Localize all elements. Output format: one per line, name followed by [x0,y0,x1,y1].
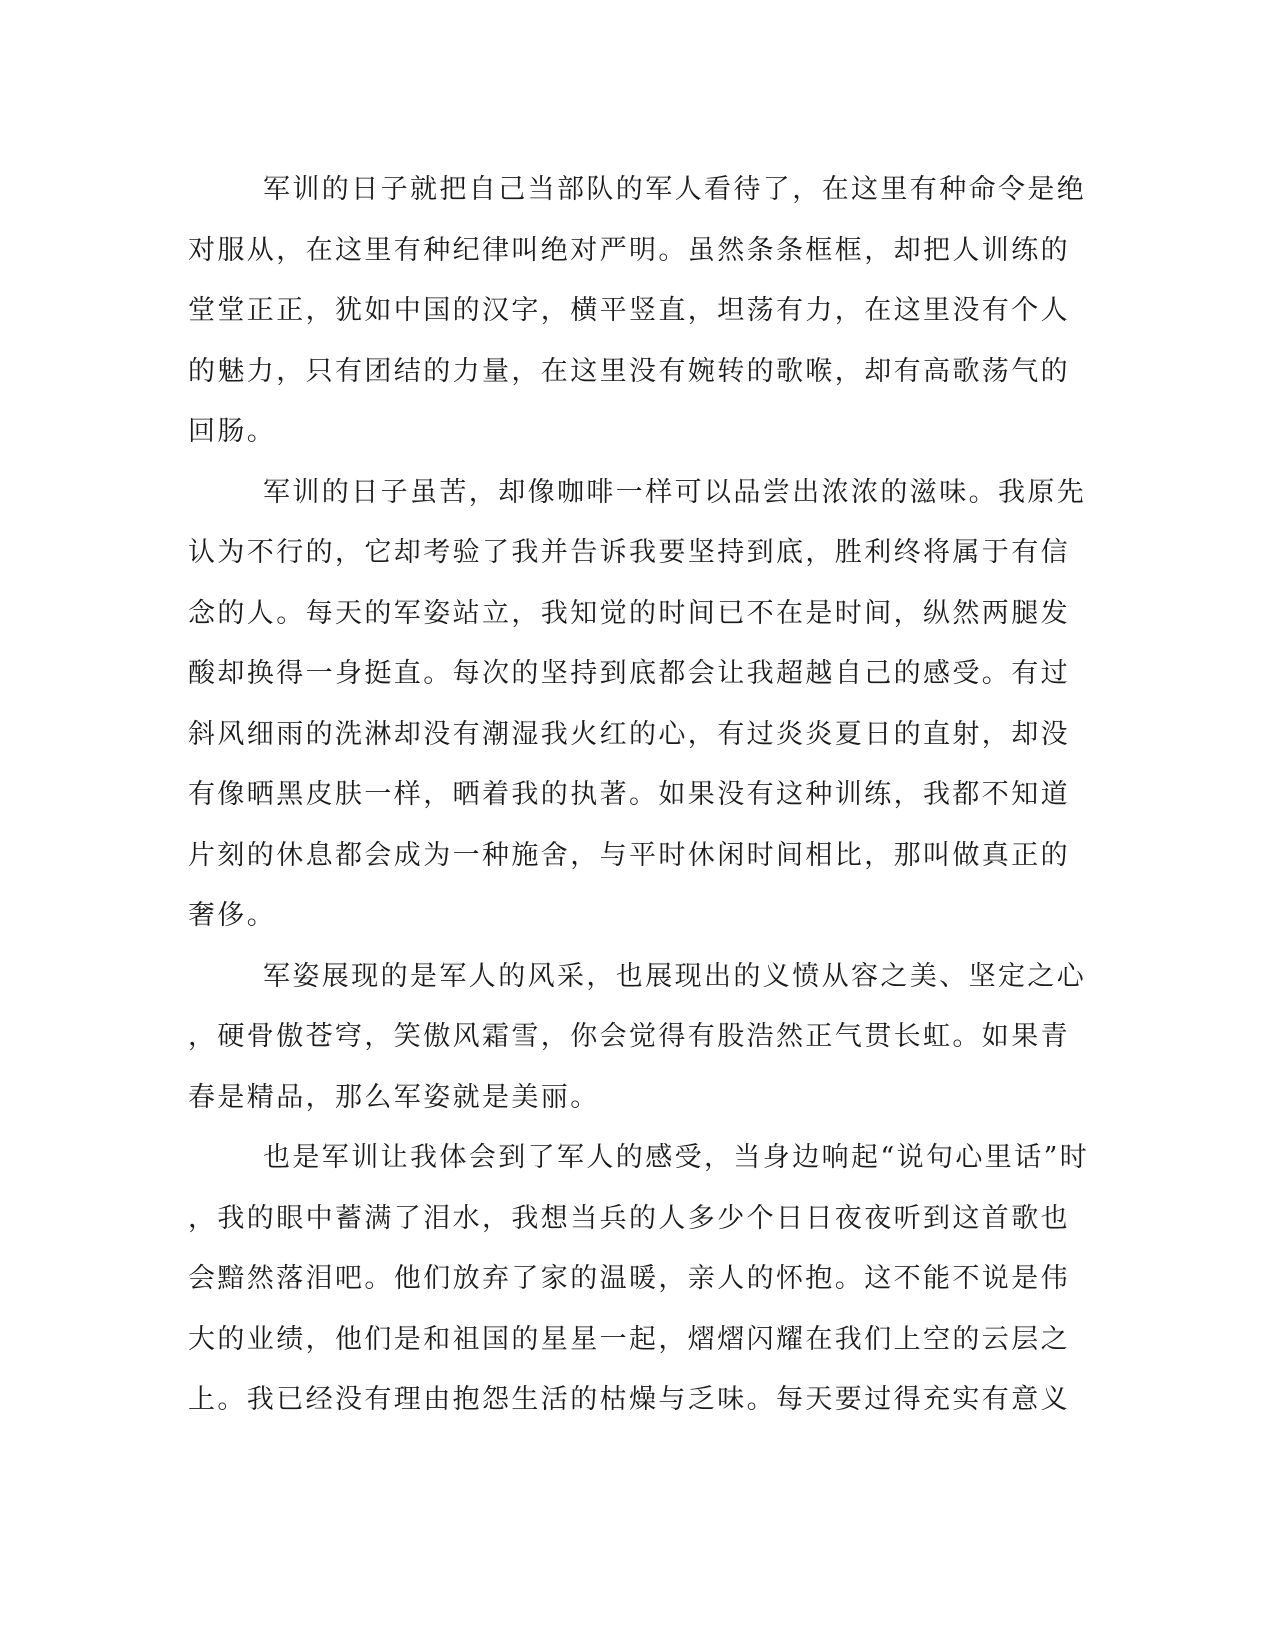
text-line: 堂堂正正，犹如中国的汉字，横平竖直，坦荡有力，在这里没有个人 [188,295,1070,326]
text-line: 大的业绩，他们是和祖国的星星一起，熠熠闪耀在我们上空的云层之 [188,1323,1070,1355]
text-line: 回肠。 [188,416,277,447]
paragraph [188,1128,1088,1431]
paragraph [188,947,1088,1129]
text-line: ，我的眼中蓄满了泪水，我想当兵的人多少个日日夜夜听到这首歌也 [188,1202,1070,1234]
text-line: 认为不行的，它却考验了我并告诉我要坚持到底，胜利终将属于有信 [188,537,1070,568]
text-line: ，硬骨傲苍穹，笑傲风霜雪，你会觉得有股浩然正气贯长虹。如果青 [188,1021,1070,1052]
text-line: 会黯然落泪吧。他们放弃了家的温暖，亲人的怀抱。这不能不说是伟 [188,1263,1070,1294]
text-line: 片刻的休息都会成为一种施舍，与平时休闲时间相比，那叫做真正的 [188,839,1070,871]
text-line: 春是精品，那么军姿就是美丽。 [188,1081,600,1113]
text-line: 酸却换得一身挺直。每次的坚持到底都会让我超越自己的感受。有过 [188,658,1070,689]
text-line: 上。我已经没有理由抱怨生活的枯燥与乏味。每天要过得充实有意义 [188,1384,1070,1415]
text-line: 的魅力，只有团结的力量，在这里没有婉转的歌喉，却有高歌荡气的 [188,355,1070,387]
paragraph [188,160,1088,463]
paragraph [188,463,1088,947]
text-line: 军姿展现的是军人的风采，也展现出的义愤从容之美、坚定之心 [263,960,1087,992]
text-line: 斜风细雨的洗淋却没有潮湿我火红的心，有过炎炎夏日的直射，却没 [188,718,1070,750]
text-line: 念的人。每天的军姿站立，我知觉的时间已不在是时间，纵然两腿发 [188,597,1070,629]
text-line: 军训的日子虽苦，却像咖啡一样可以品尝出浓浓的滋味。我原先 [263,476,1087,508]
text-line: 奢侈。 [188,900,277,931]
text-line: 有像晒黑皮肤一样，晒着我的执著。如果没有这种训练，我都不知道 [188,779,1070,810]
document-page [188,160,1088,1431]
text-line: 军训的日子就把自己当部队的军人看待了，在这里有种命令是绝 [263,174,1087,205]
text-line: 也是军训让我体会到了军人的感受，当身边响起“说句心里话”时 [263,1142,1090,1173]
text-line: 对服从，在这里有种纪律叫绝对严明。虽然条条框框，却把人训练的 [188,234,1070,266]
